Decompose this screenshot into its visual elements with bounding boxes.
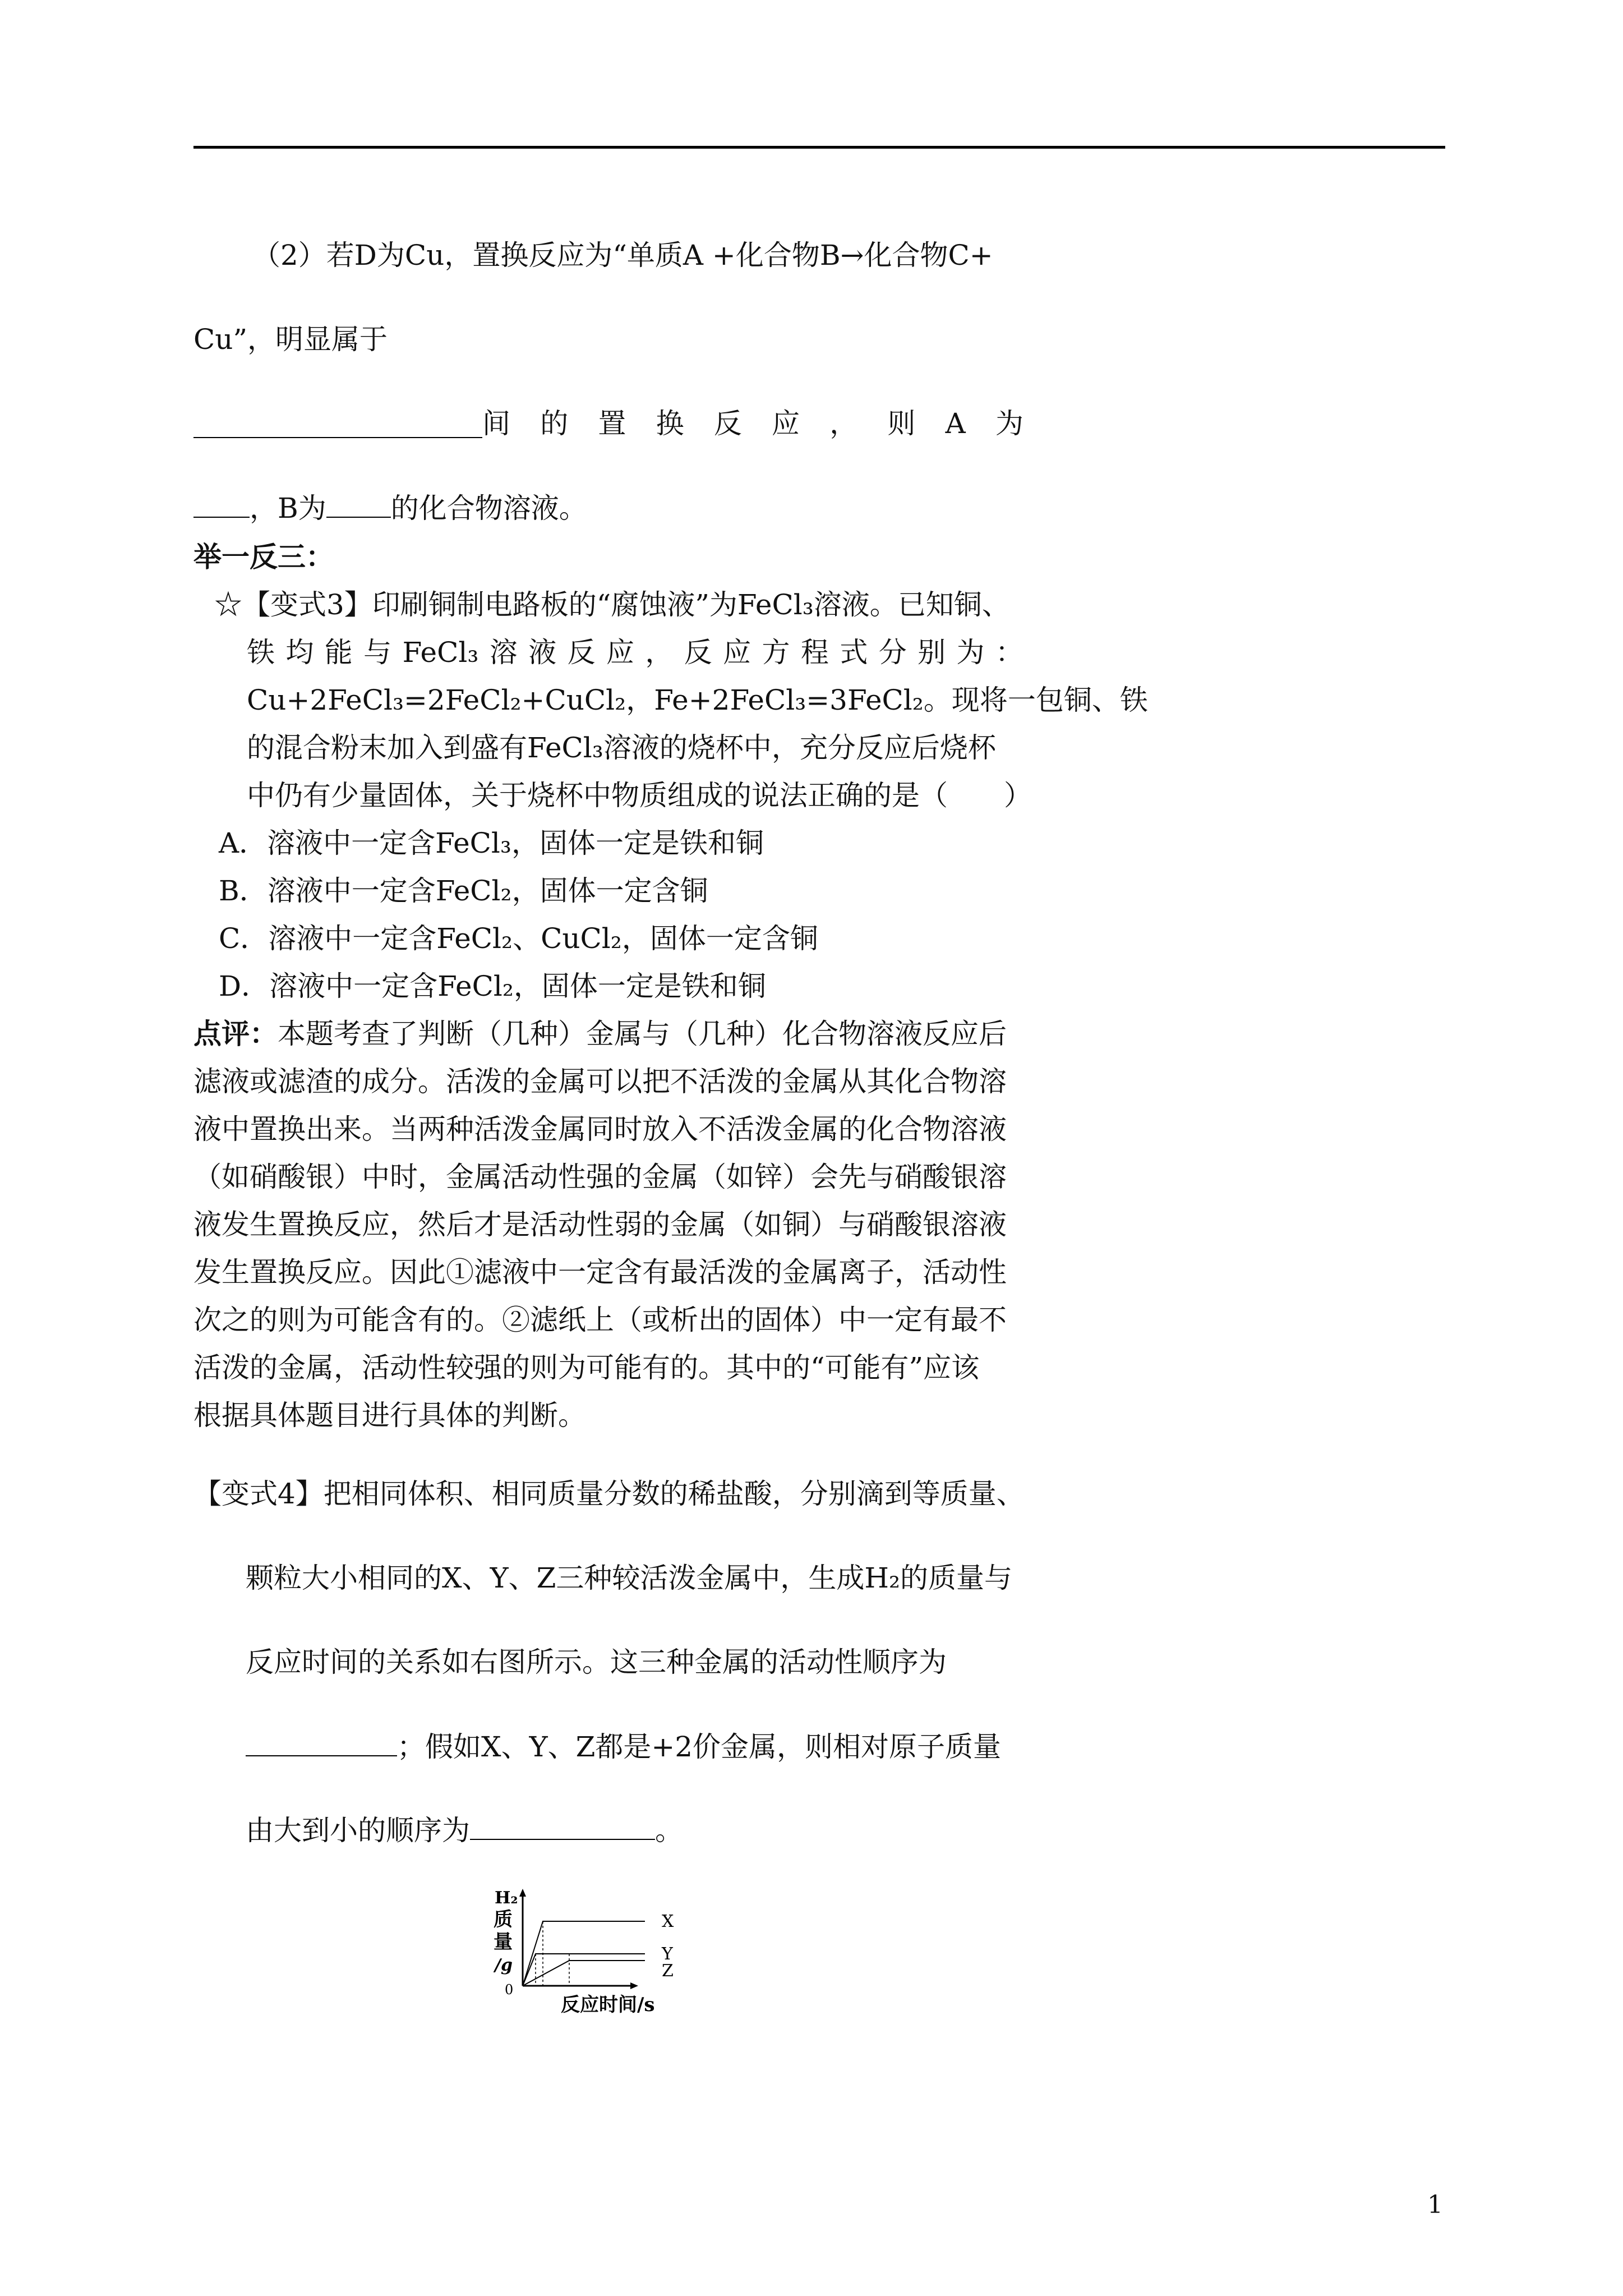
variant3-line2-word: 应 [606, 636, 634, 669]
answer-blank[interactable] [470, 1813, 655, 1840]
page-number: 1 [1427, 2191, 1443, 2219]
part2-line3-word: 则 [887, 407, 916, 440]
series-y-line [523, 1954, 645, 1986]
part2-line3-word: 置 [598, 407, 626, 440]
variant3-line2-word: 铁 [247, 636, 275, 669]
part2-line3-word: 换 [656, 407, 684, 440]
part2-line3-word: ， [829, 407, 858, 440]
option-d: D．溶液中一定含FeCl₂，固体一定是铁和铜 [219, 970, 766, 1002]
variant3-line2-word: 别 [917, 636, 946, 669]
comment-line: 液发生置换反应，然后才是活动性弱的金属（如铜）与硝酸银溶液 [193, 1208, 1007, 1241]
variant4-line5 [246, 1813, 683, 1847]
variant3-line2-word: 式 [840, 636, 868, 669]
variant4-line5-end: 。 [655, 1814, 683, 1847]
variant3-line2-word: 分 [878, 636, 907, 669]
y-axis-arrow [519, 1889, 526, 1897]
part2-line3-word: 间 [482, 407, 510, 440]
variant3-line2-word: ： [995, 636, 1023, 669]
part2-line3-word: 应 [772, 407, 800, 440]
part2-line2: Cu”，明显属于 [193, 323, 388, 356]
option-a: A．溶液中一定含FeCl₃，固体一定是铁和铜 [219, 827, 764, 859]
option-b: B．溶液中一定含FeCl₂，固体一定含铜 [219, 875, 708, 907]
variant3-line2-word: 与 [363, 636, 392, 669]
y-axis-label-char: /g [495, 1955, 513, 1975]
variant3-line2-word: 溶 [489, 636, 518, 669]
x-axis-arrow [630, 1982, 638, 1989]
answer-blank[interactable] [193, 411, 482, 438]
answer-blank[interactable] [193, 491, 250, 518]
part2-line1: （2）若D为Cu，置换反应为“单质A +化合物B→化合物C+ [252, 239, 993, 272]
variant4-line4-rest: ；假如X、Y、Z都是+2价金属，则相对原子质量 [397, 1731, 1002, 1763]
series-z-line [523, 1961, 645, 1986]
origin-label: 0 [505, 1982, 514, 1998]
variant3-line2 [247, 636, 1023, 669]
part2-line3-words [482, 407, 1023, 440]
comment-line: 次之的则为可能含有的。②滤纸上（或析出的固体）中一定有最不 [193, 1304, 1007, 1336]
variant4-line3: 反应时间的关系如右图所示。这三种金属的活动性顺序为 [246, 1646, 947, 1678]
variant3-line2-word: 能 [324, 636, 353, 669]
part2-line3-word: 反 [713, 407, 742, 440]
variant3-line2-word: 程 [800, 636, 829, 669]
comment-line: 液中置换出来。当两种活泼金属同时放入不活泼金属的化合物溶液 [193, 1113, 1007, 1145]
variant4-line1: 【变式4】把相同体积、相同质量分数的稀盐酸，分别滴到等质量、 [193, 1478, 1025, 1510]
variant3-line1: ☆【变式3】印刷铜制电路板的“腐蚀液”为FeCl₃溶液。已知铜、 [214, 588, 1010, 621]
comment-line1 [193, 1017, 1007, 1051]
part2-line3 [193, 407, 1023, 440]
variant3-line5: 中仍有少量固体，关于烧杯中物质组成的说法正确的是（ ） [247, 779, 1032, 812]
variant3-line2-word: ， [645, 636, 674, 669]
comment-line: 活泼的金属，活动性较强的则为可能有的。其中的“可能有”应该 [193, 1351, 980, 1384]
part2-line4-mid: ，B为 [250, 492, 326, 524]
variant3-line2-word: 均 [285, 636, 314, 669]
comment-line: （如硝酸银）中时，金属活动性强的金属（如锌）会先与硝酸银溶 [193, 1161, 1007, 1193]
variant3-line2-word: 为 [956, 636, 985, 669]
variant3-line2-word: 反 [567, 636, 596, 669]
variant3-line2-word: 方 [762, 636, 790, 669]
variant4-line2: 颗粒大小相同的X、Y、Z三种较活泼金属中，生成H₂的质量与 [246, 1562, 1012, 1594]
comment-first: 本题考查了判断（几种）金属与（几种）化合物溶液反应后 [278, 1018, 1007, 1050]
part2-line4-end: 的化合物溶液。 [390, 492, 587, 524]
series-z-label: Z [662, 1961, 674, 1981]
option-c: C．溶液中一定含FeCl₂、CuCl₂，固体一定含铜 [219, 922, 818, 955]
series-y-label: Y [662, 1944, 673, 1964]
comment-label: 点评： [193, 1017, 278, 1050]
header-rule [193, 146, 1445, 149]
part2-line3-word: 的 [540, 407, 569, 440]
variant3-line4: 的混合粉末加入到盛有FeCl₃溶液的烧杯中，充分反应后烧杯 [247, 731, 996, 764]
series-x-label: X [662, 1912, 674, 1931]
h2-mass-time-figure [482, 1888, 718, 2017]
comment-line: 滤液或滤渣的成分。活泼的金属可以把不活泼的金属从其化合物溶 [193, 1065, 1007, 1098]
variant3-line2-word: 反 [684, 636, 712, 669]
part2-line3-word: 为 [995, 407, 1023, 440]
variant3-line3: Cu+2FeCl₃=2FeCl₂+CuCl₂，Fe+2FeCl₃=3FeCl₂。现将一包铜、铁 [247, 684, 1148, 716]
part2-line4 [193, 491, 587, 525]
x-axis-label: 反应时间/s [561, 1994, 655, 2016]
variant3-line2-word: 液 [528, 636, 557, 669]
y-axis-label-char: 量 [494, 1931, 513, 1953]
variant4-line5-start: 由大到小的顺序为 [246, 1814, 470, 1847]
answer-blank[interactable] [246, 1729, 397, 1756]
variant3-line2-word: FeCl₃ [402, 636, 479, 669]
y-axis-label-char: 质 [494, 1908, 513, 1931]
variant3-line2-word: 应 [723, 636, 751, 669]
comment-line: 根据具体题目进行具体的判断。 [193, 1399, 586, 1432]
answer-blank[interactable] [326, 491, 391, 518]
comment-line: 发生置换反应。因此①滤液中一定含有最活泼的金属离子，活动性 [193, 1256, 1007, 1289]
part2-line3-word: A [945, 407, 966, 440]
section-title: 举一反三： [193, 540, 334, 573]
y-axis-label-top: H₂ [495, 1888, 518, 1908]
variant4-line4 [246, 1729, 1001, 1764]
